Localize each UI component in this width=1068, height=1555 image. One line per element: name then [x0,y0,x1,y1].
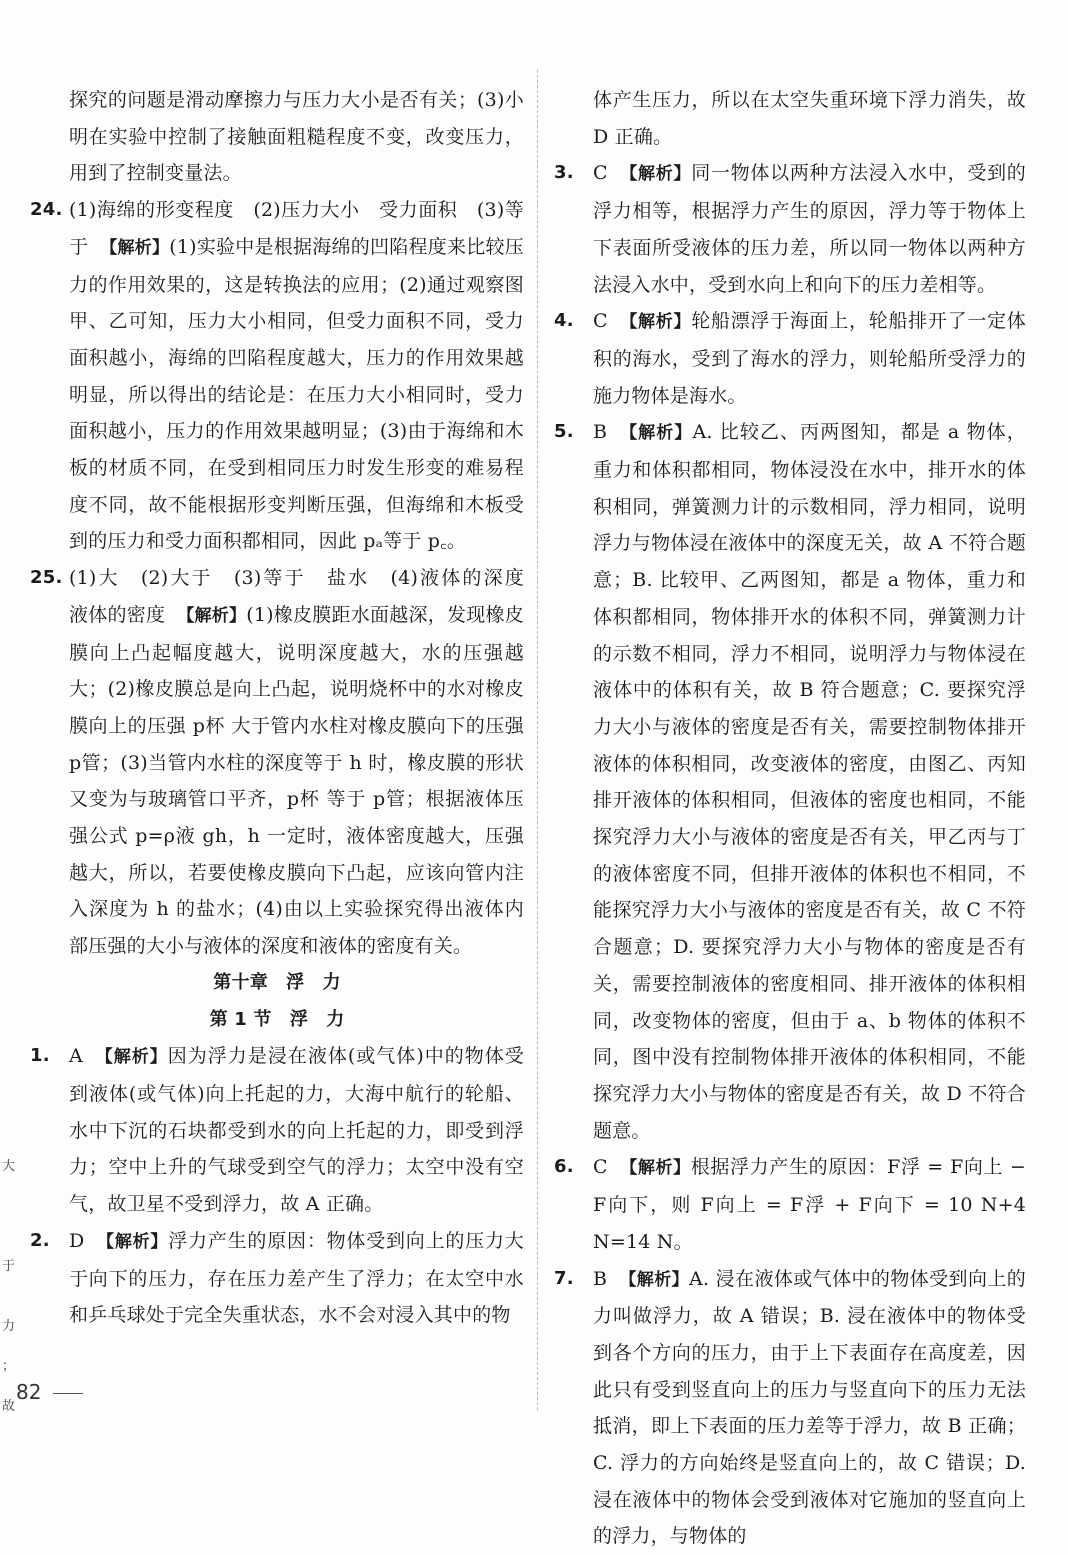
item-answer: (1)海绵的形变程度 (2)压力大小 受力面积 (3)等于 [69,199,524,258]
answer-item-4 [554,303,1026,414]
left-margin-fragments [2,80,16,1400]
item-number: 24. [30,192,63,229]
continued-text: 体产生压力，所以在太空失重环境下浮力消失，故 D 正确。 [554,82,1026,155]
analysis-tag: 【解析】 [620,1158,691,1178]
item-number: 3. [554,155,574,192]
item-answer: D [69,1230,84,1252]
chapter-title: 第十章 浮 力 [30,965,524,1002]
margin-char: 于 [2,1260,15,1273]
item-answer: A [69,1045,83,1067]
answer-item-24 [30,192,524,560]
continued-text: 探究的问题是滑动摩擦力与压力大小是否有关；(3)小明在实验中控制了接触面粗糙程度不变，改变压力，用到了控制变量法。 [30,82,524,192]
section-title: 第 1 节 浮 力 [30,1002,524,1039]
item-explanation: 轮船漂浮于海面上，轮船排开了一定体积的海水，受到了海水的浮力，则轮船所受浮力的施力物体是海水。 [593,310,1026,406]
item-explanation: (1)实验中是根据海绵的凹陷程度来比较压力的作用效果的，这是转换法的应用；(2)通过观察图甲、乙可知，压力大小相同，但受力面积不同，受力面积越小，海绵的凹陷程度越大，压力的作用效果越明显，所以得出的结论是：在压力大小相同时，受力面积越小，压力的作用效果越明显；(3)由于海绵和木板的材质不同，在受到相同压力时发生形变的难易程度不同，故不能根据形变判断压强，但海绵和木板受到的压力和受力面积都相同，因此 pₐ等于 p꜀。 [69,236,524,553]
item-explanation: 根据浮力产生的原因：F浮 = F向上 − F向下，则 F向上 = F浮 + F向下 = 10 N+4 N=14 N。 [593,1156,1026,1252]
analysis-tag: 【解析】 [177,606,246,626]
analysis-tag: 【解析】 [620,164,691,184]
item-answer: (1)大 (2)大于 (3)等于 盐水 (4)液体的深度 液体的密度 [69,567,543,626]
answer-item-3 [554,155,1026,303]
answer-item-1 [30,1038,524,1223]
margin-char: 力 [2,1320,15,1333]
margin-char: 大 [2,1160,15,1173]
item-number: 6. [554,1149,574,1186]
item-answer: B [593,1268,607,1290]
item-number: 1. [30,1038,50,1075]
item-number: 25. [30,560,63,597]
left-column [30,82,524,1334]
analysis-tag: 【解析】 [620,312,691,332]
analysis-tag: 【解析】 [96,1232,168,1252]
item-explanation: A. 浸在液体或气体中的物体受到向上的力叫做浮力，故 A 错误；B. 浸在液体中的物体受到各个方向的压力，由于上下表面存在高度差，因此只有受到竖直向上的压力与竖直向下的压力无法抵消，即上下表面的压力差等于浮力，故 B 正确；C. 浮力的方向始终是竖直向上的，故 C 错误；D. 浸在液体中的物体会受到液体对它施加的竖直向上的浮力，与物体的 [593,1268,1026,1548]
analysis-tag: 【解析】 [619,423,692,443]
item-explanation: 因为浮力是浸在液体(或气体)中的物体受到液体(或气体)向上托起的力，大海中航行的轮船、水中下沉的石块都受到水的向上托起的力，即受到浮力；空中上升的气球受到空气的浮力；太空中没有空气，故卫星不受到浮力，故 A 正确。 [69,1045,524,1215]
item-explanation: A. 比较乙、丙两图知，都是 a 物体，重力和体积都相同，物体浸没在水中，排开水的体积相同，弹簧测力计的示数相同，浮力相同，说明浮力与物体浸在液体中的深度无关，故 A 不符合题意；B. 比较甲、乙两图知，都是 a 物体，重力和体积都相同，物体排开水的体积不同，弹簧测力计的示数不相同，浮力不相同，说明浮力与物体浸在液体中的体积有关，故 B 符合题意；C. 要探究浮力大小与液体的密度是否有关，需要控制物体排开液体的体积相同，改变液体的密度，由图乙、丙知排开液体的体积相同，但液体的密度也相同，不能探究浮力大小与液体的密度是否有关，甲乙丙与丁的液体密度不同，但排开液体的体积也不相同，不能探究浮力大小与液体的密度是否有关，故 C 不符合题意；D. 要探究浮力大小与物体的密度是否有关，需要控制液体的密度相同、排开液体的体积相同，改变物体的密度，但由于 a、b 物体的体积不同，图中没有控制物体排开液体的体积相同，不能探究浮力大小与物体的密度是否有关，故 D 不符合题意。 [593,421,1026,1141]
item-answer: C [593,1156,608,1178]
analysis-tag: 【解析】 [95,1047,168,1067]
item-number: 4. [554,303,574,340]
answer-item-7 [554,1261,1026,1555]
margin-char: ； [2,1360,15,1373]
page-footer [16,1380,83,1404]
analysis-tag: 【解析】 [100,238,169,258]
item-explanation: 浮力产生的原因：物体受到向上的压力大于向下的压力，存在压力差产生了浮力；在太空中水和乒乓球处于完全失重状态，水不会对浸入其中的物 [69,1230,524,1326]
item-explanation: 同一物体以两种方法浸入水中，受到的浮力相等，根据浮力产生的原因，浮力等于物体上下表面所受液体的压力差，所以同一物体以两种方法浸入水中，受到水向上和向下的压力差相等。 [593,162,1026,295]
item-answer: C [593,310,608,332]
column-divider [537,70,538,1410]
item-answer: C [593,162,608,184]
item-explanation: (1)橡皮膜距水面越深，发现橡皮膜向上凸起幅度越大，说明深度越大，水的压强越大；(2)橡皮膜总是向上凸起，说明烧杯中的水对橡皮膜向上的压强 p杯 大于管内水柱对橡皮膜向下的压强 p管；(3)当管内水柱的深度等于 h 时，橡皮膜的形状又变为与玻璃管口平齐，p杯 等于 p管；根据液体压强公式 p=ρ液 gh，h 一定时，液体密度越大，压强越大，所以，若要使橡皮膜向下凸起，应该向管内注入深度为 h 的盐水；(4)由以上实验探究得出液体内部压强的大小与液体的深度和液体的密度有关。 [69,604,524,957]
footer-rule [53,1393,83,1394]
item-number: 7. [554,1261,574,1298]
item-answer: B [593,421,607,443]
right-column [554,82,1026,1555]
answer-item-5 [554,414,1026,1149]
answer-item-25 [30,560,524,965]
item-number: 2. [30,1223,50,1260]
item-number: 5. [554,414,574,451]
page-number: 82 [16,1380,41,1404]
margin-char: 故 [2,1400,15,1413]
analysis-tag: 【解析】 [619,1270,689,1290]
answer-item-2 [30,1223,524,1334]
answer-item-6 [554,1149,1026,1260]
